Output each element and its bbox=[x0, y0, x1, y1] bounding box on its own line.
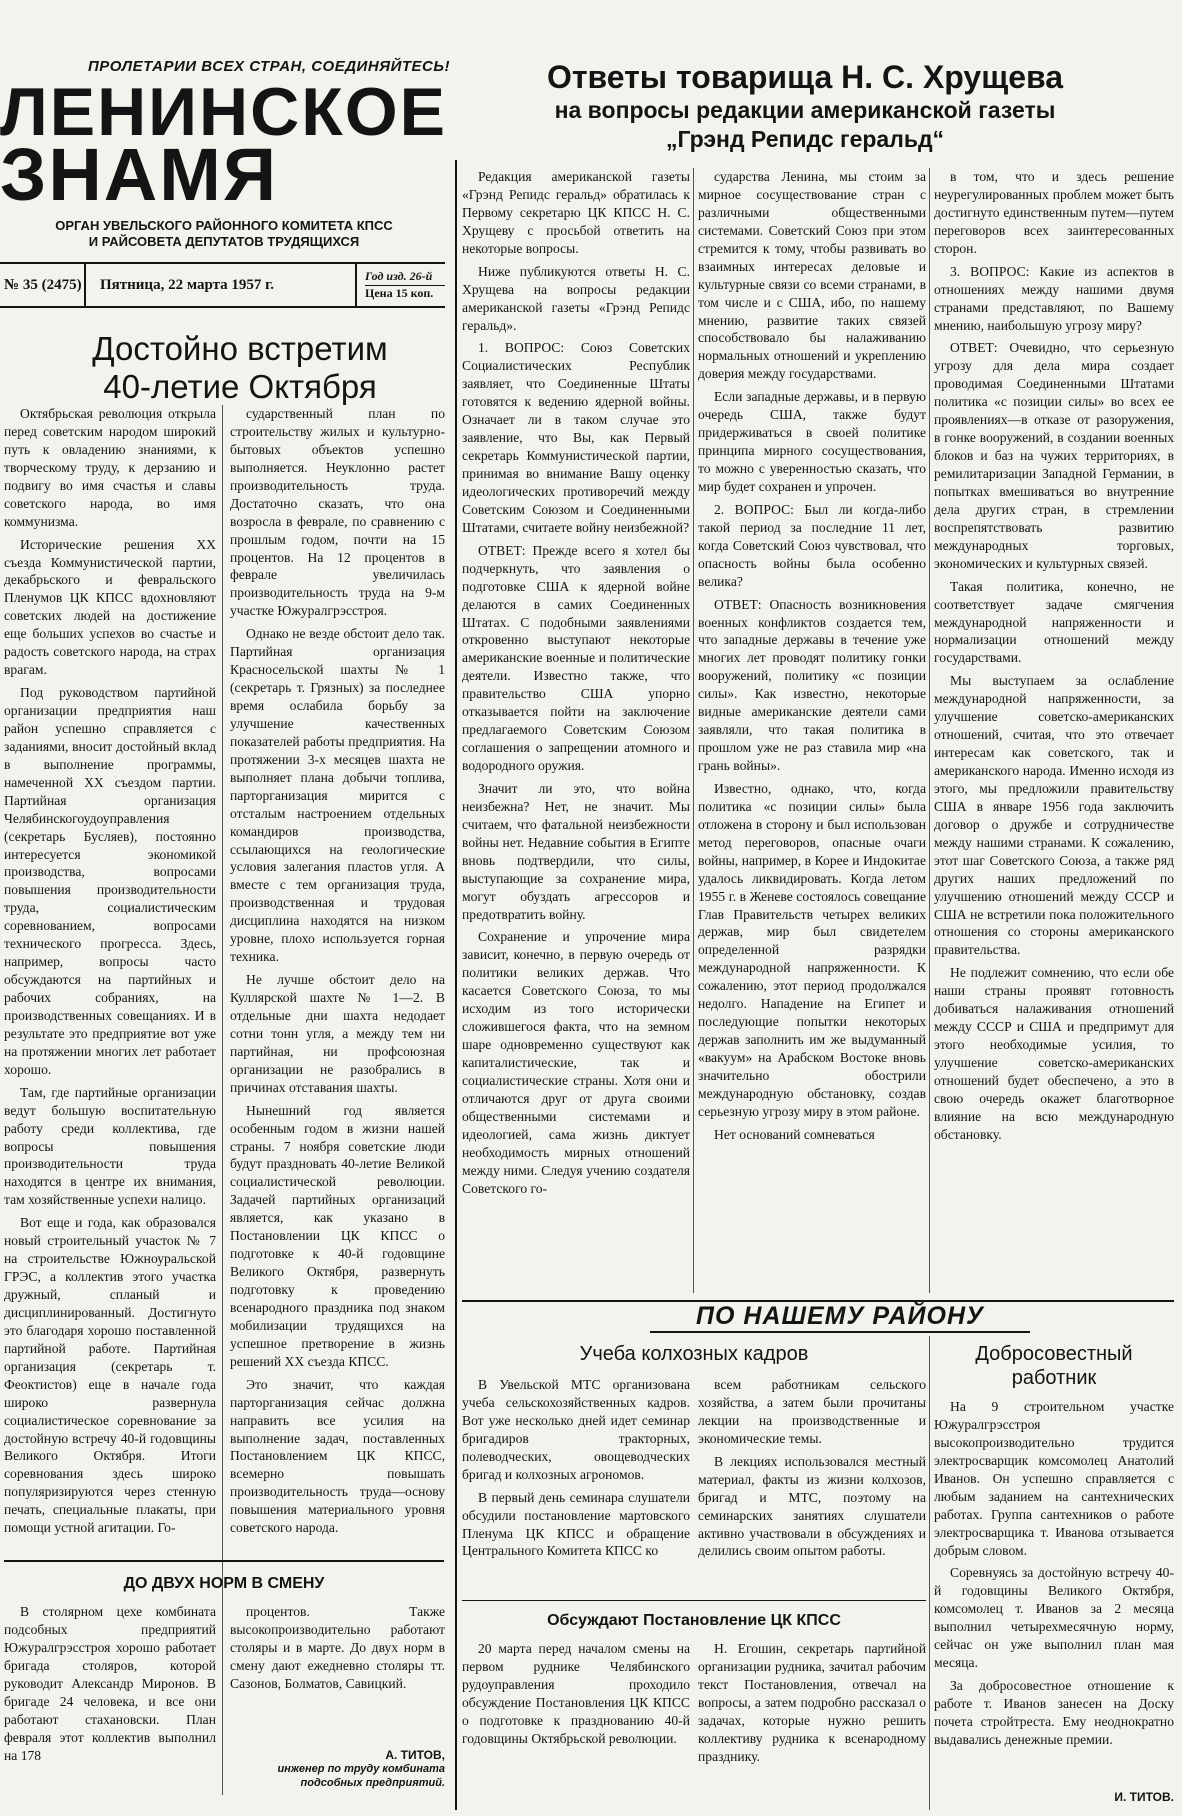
worker-paragraph: Соревнуясь за достойную встречу 40-й годовщины Великого Октября, комсомолец т. Иванов за 2 месяца выполнил четырехмесячную норму, сейчас он уже выполнил план мая месяца. bbox=[934, 1565, 1174, 1671]
column-rule bbox=[929, 168, 930, 1293]
interview-paragraph: Не подлежит сомнению, что если обе наши страны проявят готовность добиваться налаживания отношений между СССР и США и предпримут для этого необходимые усилия, то улучшение советско-американских отношений будет обеспечено, а это в свою очередь окажет благотворное влияние на всю международную обстановку. bbox=[934, 965, 1174, 1142]
masthead-slogan: ПРОЛЕТАРИИ ВСЕХ СТРАН, СОЕДИНЯЙТЕСЬ! bbox=[88, 58, 450, 75]
district-section-title: ПО НАШЕМУ РАЙОНУ bbox=[650, 1302, 1030, 1333]
lead-paragraph: Исторические решения XX съезда Коммунистической партии, декабрьского и февральского Пленумов ЦК КПСС вдохновляют советских людей на достижение еще больших успехов во счастье и радость советского народа, на страх врагам. bbox=[4, 536, 216, 678]
norms-column-2 bbox=[230, 1603, 445, 1713]
norms-signature bbox=[230, 1748, 445, 1791]
training-column-2 bbox=[698, 1376, 926, 1594]
interview-headline-line1: Ответы товарища Н. С. Хрущева bbox=[546, 59, 1064, 95]
worker-headline bbox=[934, 1342, 1174, 1390]
issue-meta bbox=[357, 269, 445, 301]
lead-paragraph: Октябрьская революция открыла перед советским народом широкий путь к овладению знаниями, к творческому труду, к дерзанию и подвигу во имя счастья и славы советского народа, во имя коммунизма. bbox=[4, 406, 216, 529]
discussion-column-1 bbox=[462, 1640, 690, 1810]
norms-column-1 bbox=[4, 1603, 216, 1808]
article-divider bbox=[4, 1560, 444, 1562]
norms-paragraph: процентов. Также высокопроизводительно работают столяры и в марте. До двух норм в смену дают ежедневно столяры тт. Сазонов, Болматов, Савицкий. bbox=[230, 1604, 445, 1691]
interview-paragraph: сударства Ленина, мы стоим за мирное сосуществование стран с различными общественными системами. Советский Союз при этом стремится к тому, чтобы развивать во взаимных интересах деловые и культурные связи со всеми странами, в том числе и с США, ибо, по нашему мнению, развитие таких связей способствовало бы налаживанию нормальных отношений и укреплению доверия между государствами. bbox=[698, 169, 926, 382]
interview-paragraph: ОТВЕТ: Очевидно, что серьезную угрозу для дела мира создает проводимая Соединенными Штатами политика «с позиции силы» во всех ее проявлениях—в отказе от разоружения, в гонке вооружений, в создании военных блоков и баз на чужих территориях, в ремилитаризации Западной Германии, в попытках вмешиваться во внутренние дела других стран, в стремлении воспрепятствовать развитию международных торговых, экономических и культурных связей. bbox=[934, 340, 1174, 571]
interview-column-1 bbox=[462, 168, 690, 1298]
norms-paragraph: В столярном цехе комбината подсобных предприятий Южуралгрэсстроя хорошо работает бригада столяров, которой руководит Александр Миронов. В бригаде 24 человека, и все они работают стахановски. План февраля этот коллектив выполнил на 178 bbox=[4, 1604, 216, 1763]
page-divider bbox=[455, 160, 457, 1810]
publication-year: Год изд. 26-й bbox=[365, 269, 445, 286]
norms-sign-name: А. ТИТОВ, bbox=[385, 1748, 445, 1762]
lead-headline-line1: Достойно встретим bbox=[92, 330, 388, 367]
interview-paragraph: ОТВЕТ: Прежде всего я хотел бы подчеркнуть, что заявления о подготовке США к ядерной войне делаются в самих Соединенных Штатах. С подобными заявлениями откровенно выступают некоторые американские военные и политические деятели. Известно также, что правительство США упорно отказывается пойти на заключение предлагаемого Советским Союзом соглашения о запрещении атомного и водородного оружия. bbox=[462, 542, 690, 773]
interview-headline bbox=[525, 58, 1085, 154]
lead-paragraph: Под руководством партийной организации предприятия наш район успешно справляется с заданиями, вносит достойный вклад в выполнение программы, намеченной XX съездом партии. Партийная организация Челябинскогоудоуправления (секретарь Бусляев), постоянно интересуется экономикой производства, вопросами повышения производительности труда, социалистическим соревнованием, вопросами технического прогресса. Здесь, например, вопросы часто обсуждаются на партийных и рабочих собраниях, на производственных совещаниях. И в результате это предприятие вот уже на протяжении многих лет работает хорошо. bbox=[4, 685, 216, 1077]
lead-paragraph: Не лучше обстоит дело на Куллярской шахте № 1—2. В отдельные дни шахта недодает сотни тонн угля, а между тем ни партийная, ни профсоюзная организации не разобрались в причинах отставания шахты. bbox=[230, 972, 445, 1095]
worker-headline-line2: работник bbox=[1011, 1367, 1097, 1389]
interview-paragraph: Мы выступаем за ослабление международной напряженности, за улучшение советско-американских отношений, считая, что это отвечает интересам как советского, так и американского народа. Именно исходя из этого, мы предложили правительству США в январе 1956 года заключить договор о дружбе и сотрудничестве между нашими странами. К сожалению, этот шаг Советского Союза, а также ряд других наших предложений по улучшению отношений между СССР и США не встретили пока положительного отношения со стороны американского правительства. bbox=[934, 673, 1174, 958]
lead-headline bbox=[40, 330, 440, 406]
lead-headline-line2: 40-летие Октября bbox=[103, 367, 377, 405]
training-column-1 bbox=[462, 1376, 690, 1594]
lead-paragraph: Там, где партийные организации ведут большую воспитательную работу среди коллектива, где вопросы повышения производительности труда находятся в центре их внимания, там хозяйственные успехи налицо. bbox=[4, 1084, 216, 1208]
worker-signature: И. ТИТОВ. bbox=[1114, 1790, 1174, 1804]
masthead-organ bbox=[4, 218, 444, 251]
discussion-headline: Обсуждают Постановление ЦК КПСС bbox=[547, 1612, 841, 1629]
worker-headline-line1: Добросовестный bbox=[975, 1343, 1133, 1365]
interview-paragraph: ОТВЕТ: Опасность возникновения военных конфликтов создается тем, что западные державы в течение уже многих лет проводят политику гонки вооружений, политику «с позиции силы». Как известно, некоторые видные американские деятели сами заявляли, что такая политика в прошлом уже не раз ставила мир «на грань войны». bbox=[698, 596, 926, 773]
interview-paragraph: Такая политика, конечно, не соответствует задаче смягчения международной напряженности и нормализации отношений между государствами. bbox=[934, 578, 1174, 666]
interview-column-3 bbox=[934, 168, 1174, 1298]
interview-paragraph: Если западные державы, и в первую очередь США, также будут придерживаться в своей политике принципа мирного сосуществования, то можно с уверенностью сказать, что мир будет сохранен и упрочен. bbox=[698, 389, 926, 494]
lead-paragraph: Это значит, что каждая парторганизация сейчас должна направить все усилия на выполнение задач, поставленных Постановлением ЦК КПСС, всемерно повышать производительность труда—основу повышения материального уровня советского народа. bbox=[230, 1376, 445, 1536]
lead-paragraph: Нынешний год является особенным годом в жизни нашей страны. 7 ноября советские люди будут праздновать 40-летие Великой социалистической революции. Задачей партийных организаций является, как указано в Постановлении ЦК КПСС о подготовке к 40-й годовщине Великого Октября, развернуть подготовку к проведению всенародного праздника под знаком мобилизации трудящихся на успешное претворение в жизнь решений XX съезда КПСС. bbox=[230, 1102, 445, 1369]
lead-paragraph: сударственный план по строительству жилых и культурно-бытовых объектов успешно выполняется. Неуклонно растет производительность труда. Достаточно сказать, что она возросла в феврале, по сравнению с прошлым годом, почти на 15 процентов. На 12 процентов в феврале увеличилась производительность труда на 9-м участке Южуралгрэсстроя. bbox=[230, 406, 445, 619]
interview-paragraph: Редакция американской газеты «Грэнд Репидс геральд» обратилась к Первому секретарю ЦК КПСС Н. С. Хрущеву с просьбой ответить на некоторые вопросы. bbox=[462, 169, 690, 256]
worker-column bbox=[934, 1398, 1174, 1778]
interview-headline-line2: на вопросы редакции американской газеты bbox=[554, 97, 1056, 124]
interview-paragraph: 3. ВОПРОС: Какие из аспектов в отношениях между нашими двумя странами представляют, по Вашему мнению, наибольшую угрозу миру? bbox=[934, 263, 1174, 333]
training-paragraph: В лекциях использовался местный материал, факты из жизни колхозов, бригад и МТС, поэтому на семинарских занятиях слушатели активно участвовали в обсуждениях и делились своим опытом работы. bbox=[698, 1453, 926, 1559]
norms-sign-role1: инженер по труду комбината bbox=[277, 1763, 445, 1775]
interview-paragraph: в том, что и здесь решение неурегулированных проблем может быть достигнуто единственным путем—путем переговоров всех заинтересованных сторон. bbox=[934, 169, 1174, 256]
lead-paragraph: Вот еще и года, как образовался новый строительный участок № 7 на строительстве Южноуральской ГРЭС, а коллектив этого участка дружный, спланый и дисциплинированный. Достигнуто это благодаря хорошо поставленной партийной работе. Партийная организация (секретарь т. Феоктистов) еще в начале года широко развернула социалистическое соревнование за достойную встречу 40-й годовщины Великого Октября. Итоги соревнования здесь широко популяризируются через стенную печать, специальные плакаты, при помощи устной агитации. Го- bbox=[4, 1215, 216, 1536]
interview-paragraph: 1. ВОПРОС: Союз Советских Социалистических Республик заявляет, что Соединенные Штаты готовятся к ведению ядерной войны. Означает ли в таком случае это заявление, что Вы, как Первый секретарь Коммунистической партии, принимая во внимание Вашу оценку идеологических противоречий между Советским Союзом и Соединенными Штатами, считаете войну неизбежной? bbox=[462, 340, 690, 535]
discussion-paragraph: 20 марта перед началом смены на первом руднике Челябинского рудоуправления проходило обсуждение Постановления ЦК КПСС о подготовке к празднованию 40-й годовщины Октябрьской революции. bbox=[462, 1641, 690, 1746]
issue-info-row bbox=[0, 262, 445, 308]
norms-sign-role2: подсобных предприятий. bbox=[300, 1776, 445, 1789]
training-paragraph: всем работникам сельского хозяйства, а затем были прочитаны лекции на производственные и экономические темы. bbox=[698, 1377, 926, 1446]
column-rule bbox=[693, 168, 694, 1293]
discussion-paragraph: Н. Егошин, секретарь партийной организации рудника, зачитал рабочим текст Постановления, отвечал на вопросы, а затем подробно рассказал о задачах, которые нужно решить коллективу рудника к всенародному празднику. bbox=[698, 1641, 926, 1764]
training-paragraph: В Увельской МТС организована учеба сельскохозяйственных кадров. Вот уже несколько дней идет семинар бригадиров тракторных, полеводческих, овощеводческих бригад и колхозных агрономов. bbox=[462, 1377, 690, 1482]
interview-paragraph: Сохранение и упрочение мира зависит, конечно, в первую очередь от политики великих держав. Что касается Советского Союза, то мы исходим из того исторически сложившегося факта, что на земном шаре одновременно существуют как капиталистические, так и социалистические страны. Хотя они и отличаются друг от друга своими общественными системами и идеологией, сама жизнь диктует необходимость мирных отношений между ними. Следуя учению создателя Советского го- bbox=[462, 929, 690, 1196]
interview-paragraph: Значит ли это, что война неизбежна? Нет, не значит. Мы считаем, что фатальной неизбежности войны нет. Недавние события в Египте вновь подтвердили, что силы, выступающие за сохранение мира, могут обуздать агрессоров и предотвратить войну. bbox=[462, 780, 690, 922]
newspaper-title-line1: ЛЕНИНСКОЕ bbox=[0, 74, 448, 150]
lead-paragraph: Однако не везде обстоит дело так. Партийная организация Красносельской шахты № 1 (секретарь т. Грязных) за последнее время ослабила борьбу за улучшение качественных показателей работы предприятия. На протяжении 3-х месяцев шахта не выполняет плана добычи топлива, парторганизация мирится с отсталым настроением отдельных командиров производства, ссылающихся на геологические условия залегания пластов угля. А вместе с тем организация труда, производственная и трудовая дисциплина находятся на низком уровне, плохо используется горная техника. bbox=[230, 626, 445, 965]
issue-number: № 35 (2475) bbox=[0, 264, 86, 306]
training-headline: Учеба колхозных кадров bbox=[579, 1343, 809, 1365]
column-rule bbox=[929, 1336, 930, 1810]
interview-paragraph: Известно, однако, что, когда политика «с позиции силы» была отложена в сторону и был использован метод переговоров, опасные очаги войны, например, в Корее и Индокитае удалось ликвидировать. Когда летом 1955 г. в Женеве состоялось совещание Глав Правительств четырех великих держав, мир был свидетелем определенной разрядки международной напряженности. К сожалению, этот период продолжался недолго. Нападение на Египет и последующие попытки некоторых держав заполнить им же выдуманный «вакуум» на Арабском Востоке вновь значительно обострили международную обстановку, создав серьезную угрозу миру в этом районе. bbox=[698, 780, 926, 1119]
norms-headline: ДО ДВУХ НОРМ В СМЕНУ bbox=[123, 1575, 325, 1592]
worker-paragraph: На 9 строительном участке Южуралгрэсстроя высокопроизводительно трудится электросварщик комсомолец Анатолий Иванов. Он успешно справляется с любым заданием на сантехнических работах. Группа сантехников о работе электросварщика т. Иванова отзывается добрым словом. bbox=[934, 1399, 1174, 1558]
price: Цена 15 коп. bbox=[365, 285, 434, 300]
organ-line1: ОРГАН УВЕЛЬСКОГО РАЙОННОГО КОМИТЕТА КПСС bbox=[55, 218, 393, 233]
training-paragraph: В первый день семинара слушатели обсудили постановление мартовского Пленума ЦК КПСС и обращение Центрального Комитета КПСС ко bbox=[462, 1489, 690, 1559]
interview-headline-line3: „Грэнд Репидс геральд“ bbox=[665, 126, 945, 153]
interview-column-2 bbox=[698, 168, 926, 1298]
discussion-column-2 bbox=[698, 1640, 926, 1810]
newspaper-title-line2: ЗНАМЯ bbox=[0, 133, 279, 216]
organ-line2: И РАЙСОВЕТА ДЕПУТАТОВ ТРУДЯЩИХСЯ bbox=[88, 234, 360, 250]
interview-paragraph: 2. ВОПРОС: Был ли когда-либо такой период за последние 11 лет, когда Советский Союз чувствовал, что опасность войны была особенно велика? bbox=[698, 501, 926, 589]
worker-paragraph: За добросовестное отношение к работе т. Иванов занесен на Доску почета стройтреста. Ему неоднократно выдавались денежные премии. bbox=[934, 1678, 1174, 1747]
interview-paragraph: Нет оснований сомневаться bbox=[714, 1126, 875, 1142]
article-divider bbox=[462, 1600, 926, 1601]
issue-date: Пятница, 22 марта 1957 г. bbox=[86, 264, 357, 306]
interview-paragraph: Ниже публикуются ответы Н. С. Хрущева на вопросы редакции американской газеты «Грэнд Репидс геральд». bbox=[462, 263, 690, 333]
